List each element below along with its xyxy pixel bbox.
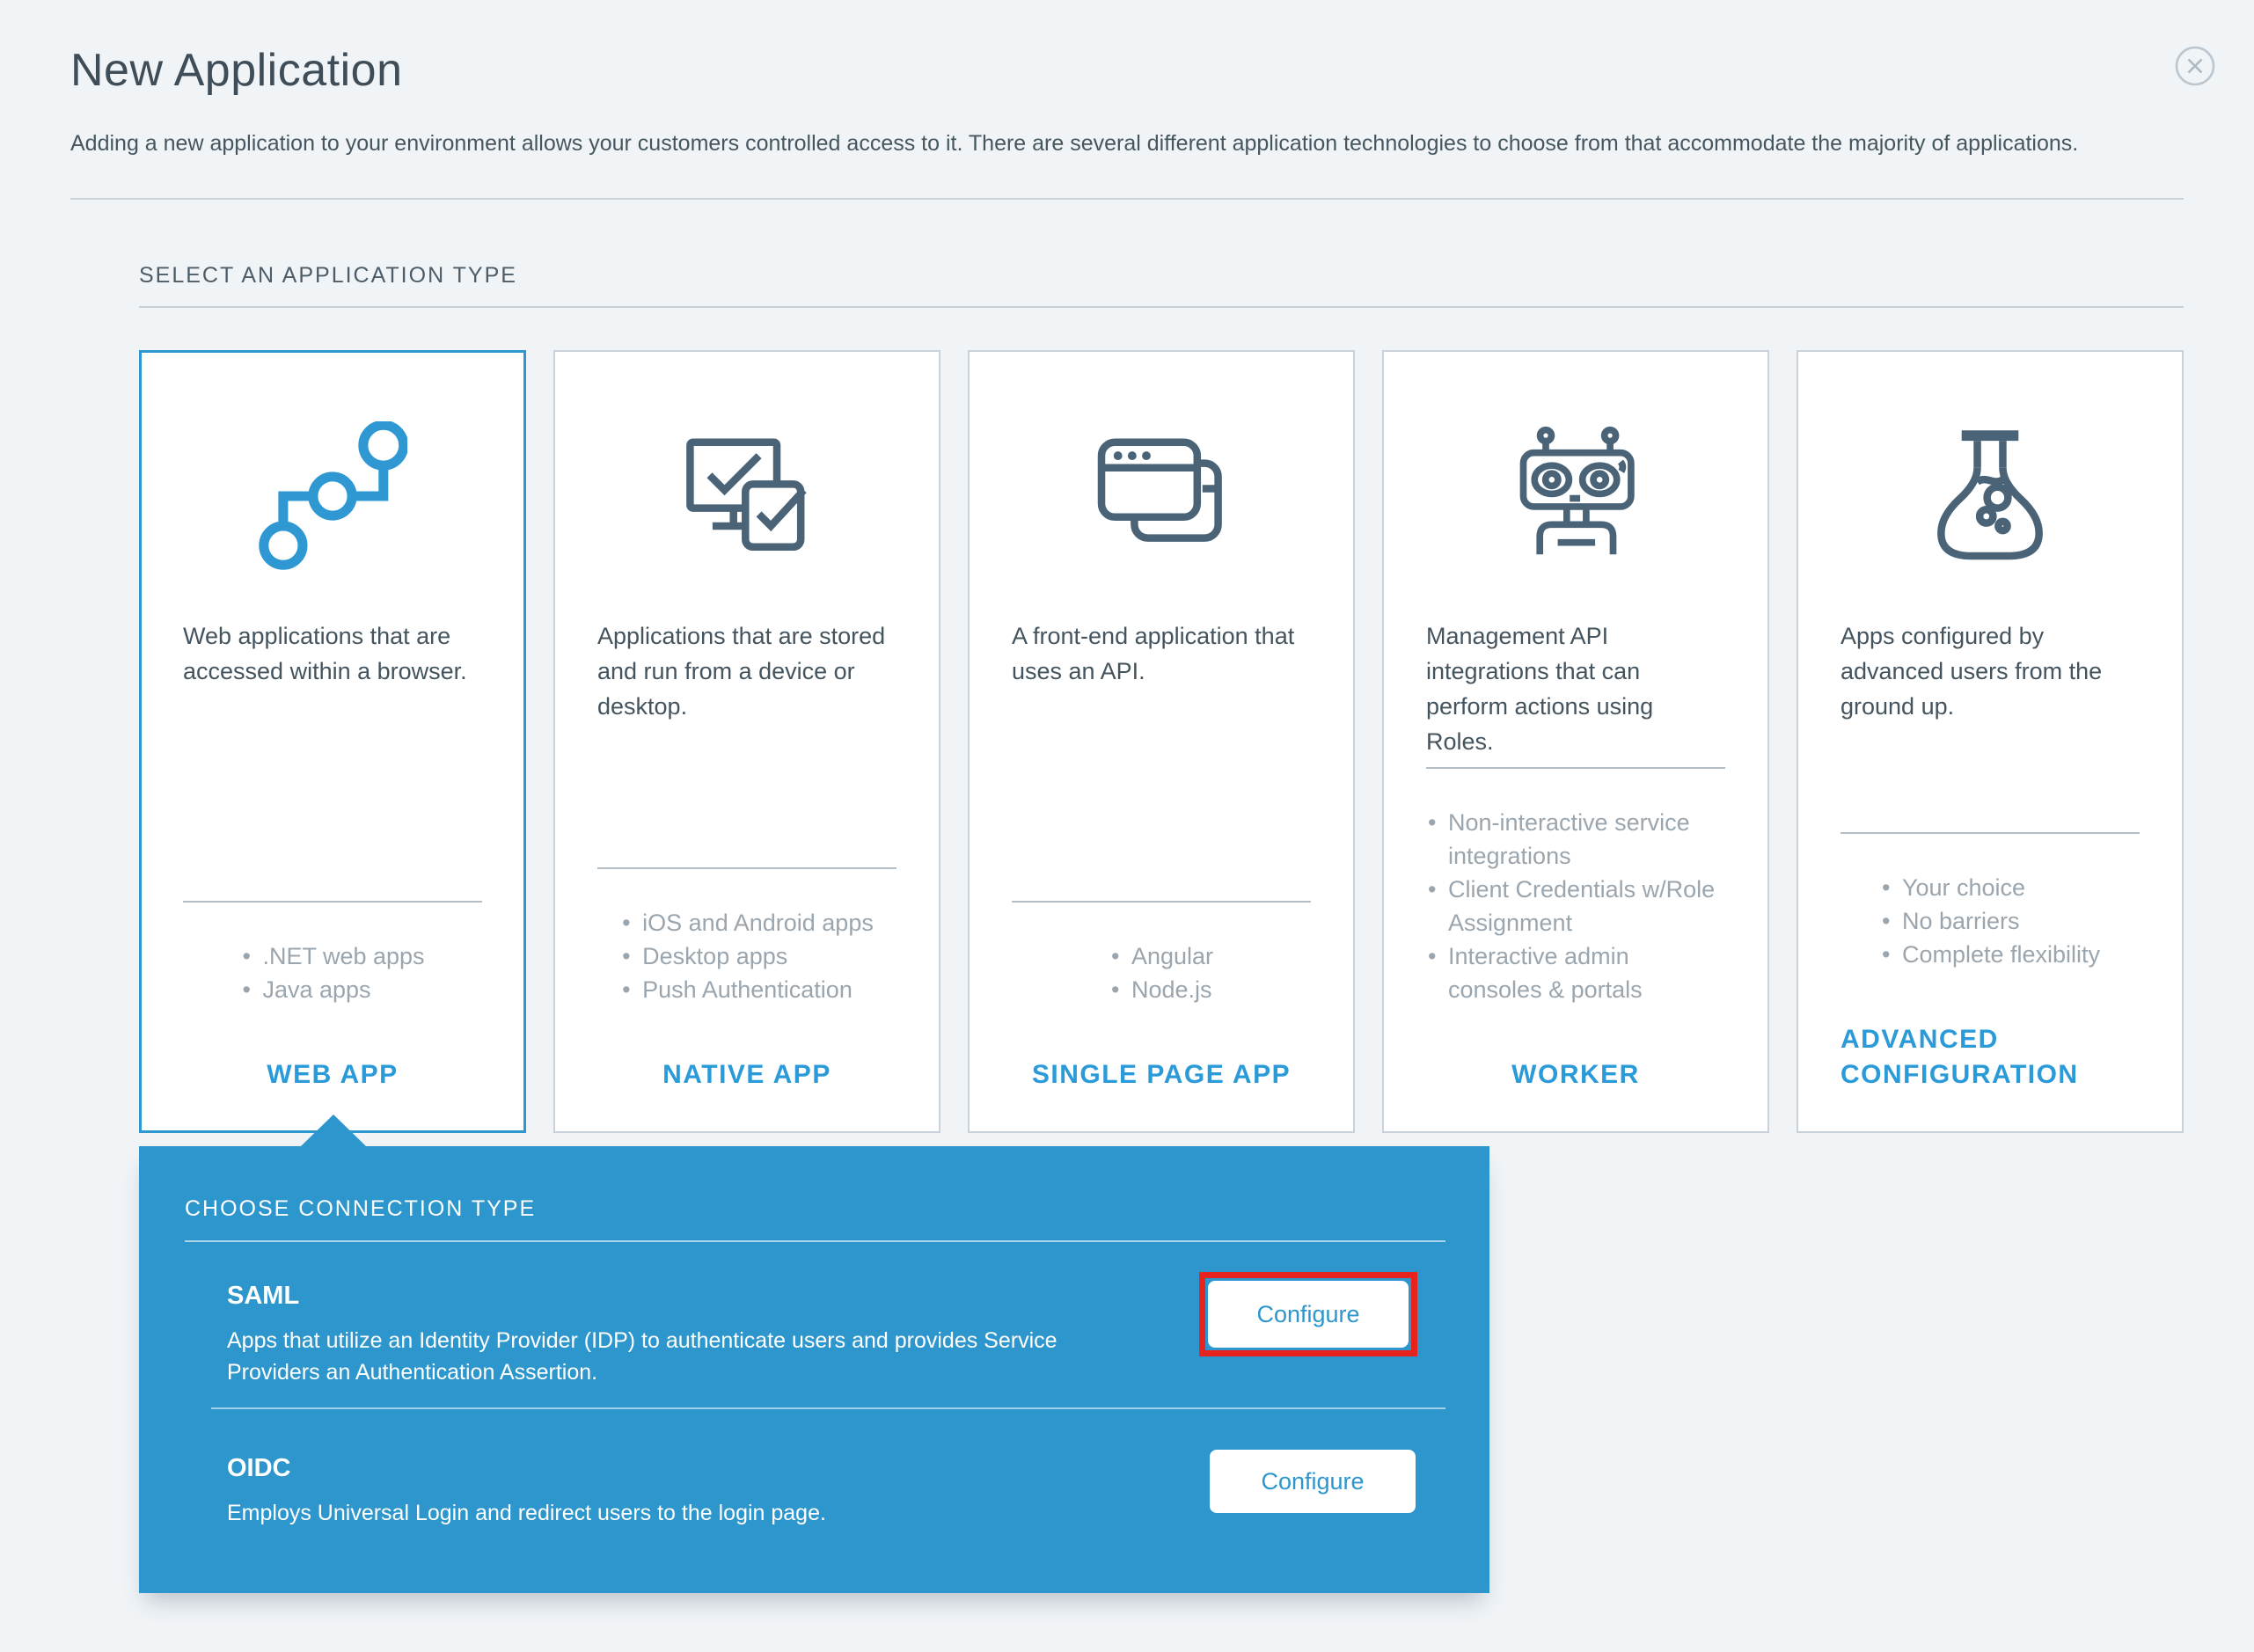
dialog-header: [0, 0, 2254, 157]
card-bullet-list: [1426, 806, 1725, 1006]
application-type-cards: [139, 350, 2184, 1133]
card-divider: [1012, 901, 1311, 903]
panel-pointer: [301, 1115, 366, 1146]
section-heading: SELECT AN APPLICATION TYPE: [139, 263, 517, 288]
card-label: WORKER: [1511, 1060, 1640, 1089]
card-description: Management API integrations that can perform actions using Roles.: [1426, 623, 1654, 755]
connection-type-description: Apps that utilize an Identity Provider (IDP) to authenticate users and provides Service Providers an Authentication Assertion.: [227, 1328, 1057, 1385]
card-label: SINGLE PAGE APP: [1031, 1060, 1292, 1089]
bullet-item: • .NET web apps: [240, 939, 424, 973]
flask-icon: [1911, 419, 2069, 573]
bullet-item: • No barriers: [1880, 904, 2100, 938]
bullet-item: • Client Credentials w/Role Assignment: [1426, 873, 1725, 939]
page-title: New Application: [70, 45, 403, 96]
card-description: A front-end application that uses an API.: [1012, 623, 1295, 684]
browser-windows-icon: [1082, 419, 1240, 573]
connection-panel-heading: CHOOSE CONNECTION TYPE: [185, 1196, 537, 1221]
section-divider: [139, 306, 2184, 308]
card-divider: [1841, 832, 2140, 834]
connection-type-name: SAML: [227, 1282, 300, 1310]
bullet-item: • Java apps: [240, 973, 424, 1006]
annotation-highlight-box: [1199, 1272, 1417, 1356]
card-bullet-list: [1880, 871, 2100, 971]
header-divider: [70, 198, 2184, 200]
card-web-app[interactable]: [139, 350, 526, 1133]
application-type-section: [139, 263, 2184, 308]
nodes-icon: [258, 419, 407, 573]
connection-type-name: OIDC: [227, 1454, 291, 1482]
card-description: Applications that are stored and run from a device or desktop.: [597, 623, 886, 720]
connection-type-panel: [139, 1146, 1489, 1593]
card-label: NATIVE APP: [662, 1060, 831, 1089]
card-label: WEB APP: [267, 1060, 399, 1089]
bullet-item: • Desktop apps: [620, 939, 874, 973]
panel-heading-divider: [185, 1240, 1445, 1242]
saml-configure-button[interactable]: Configure: [1208, 1281, 1409, 1348]
card-description: Apps configured by advanced users from the ground up.: [1841, 623, 2103, 720]
connection-type-description: Employs Universal Login and redirect users to the login page.: [227, 1501, 826, 1525]
card-bullet-list: [240, 939, 424, 1006]
devices-check-icon: [668, 419, 826, 573]
bullet-item: • iOS and Android apps: [620, 906, 874, 939]
card-divider: [183, 901, 482, 903]
connection-option-text: [211, 1281, 1199, 1388]
bullet-item: • Interactive admin consoles & portals: [1426, 939, 1725, 1006]
close-icon: [2175, 46, 2215, 86]
bullet-item: • Complete flexibility: [1880, 938, 2100, 971]
card-bullet-list: [1109, 939, 1213, 1006]
card-worker[interactable]: [1382, 350, 1769, 1133]
dialog-description: Adding a new application to your environment allows your customers controlled access to it. There are several different application technologies to choose from that accommodate the majority of applications.: [70, 131, 2079, 156]
card-native-app[interactable]: [553, 350, 940, 1133]
connection-row-divider: [211, 1407, 1445, 1409]
bullet-item: • Push Authentication: [620, 973, 874, 1006]
bullet-item: • Your choice: [1880, 871, 2100, 904]
card-label: ADVANCED CONFIGURATION: [1841, 1025, 2079, 1089]
bullet-item: • Non-interactive service integrations: [1426, 806, 1725, 873]
card-advanced-configuration[interactable]: [1797, 350, 2184, 1133]
robot-icon: [1497, 419, 1655, 573]
bullet-item: • Node.js: [1109, 973, 1213, 1006]
connection-option-text: [211, 1453, 1205, 1529]
card-divider: [597, 867, 896, 869]
bullet-item: • Angular: [1109, 939, 1213, 973]
connection-option-oidc: [211, 1453, 1445, 1529]
connection-option-saml: [211, 1281, 1445, 1388]
card-single-page-app[interactable]: [968, 350, 1355, 1133]
card-divider: [1426, 767, 1725, 769]
connection-options: [185, 1281, 1445, 1529]
close-button[interactable]: [2175, 46, 2215, 86]
oidc-configure-button[interactable]: Configure: [1210, 1450, 1416, 1513]
card-description: Web applications that are accessed within a browser.: [183, 623, 467, 684]
card-bullet-list: [620, 906, 874, 1006]
